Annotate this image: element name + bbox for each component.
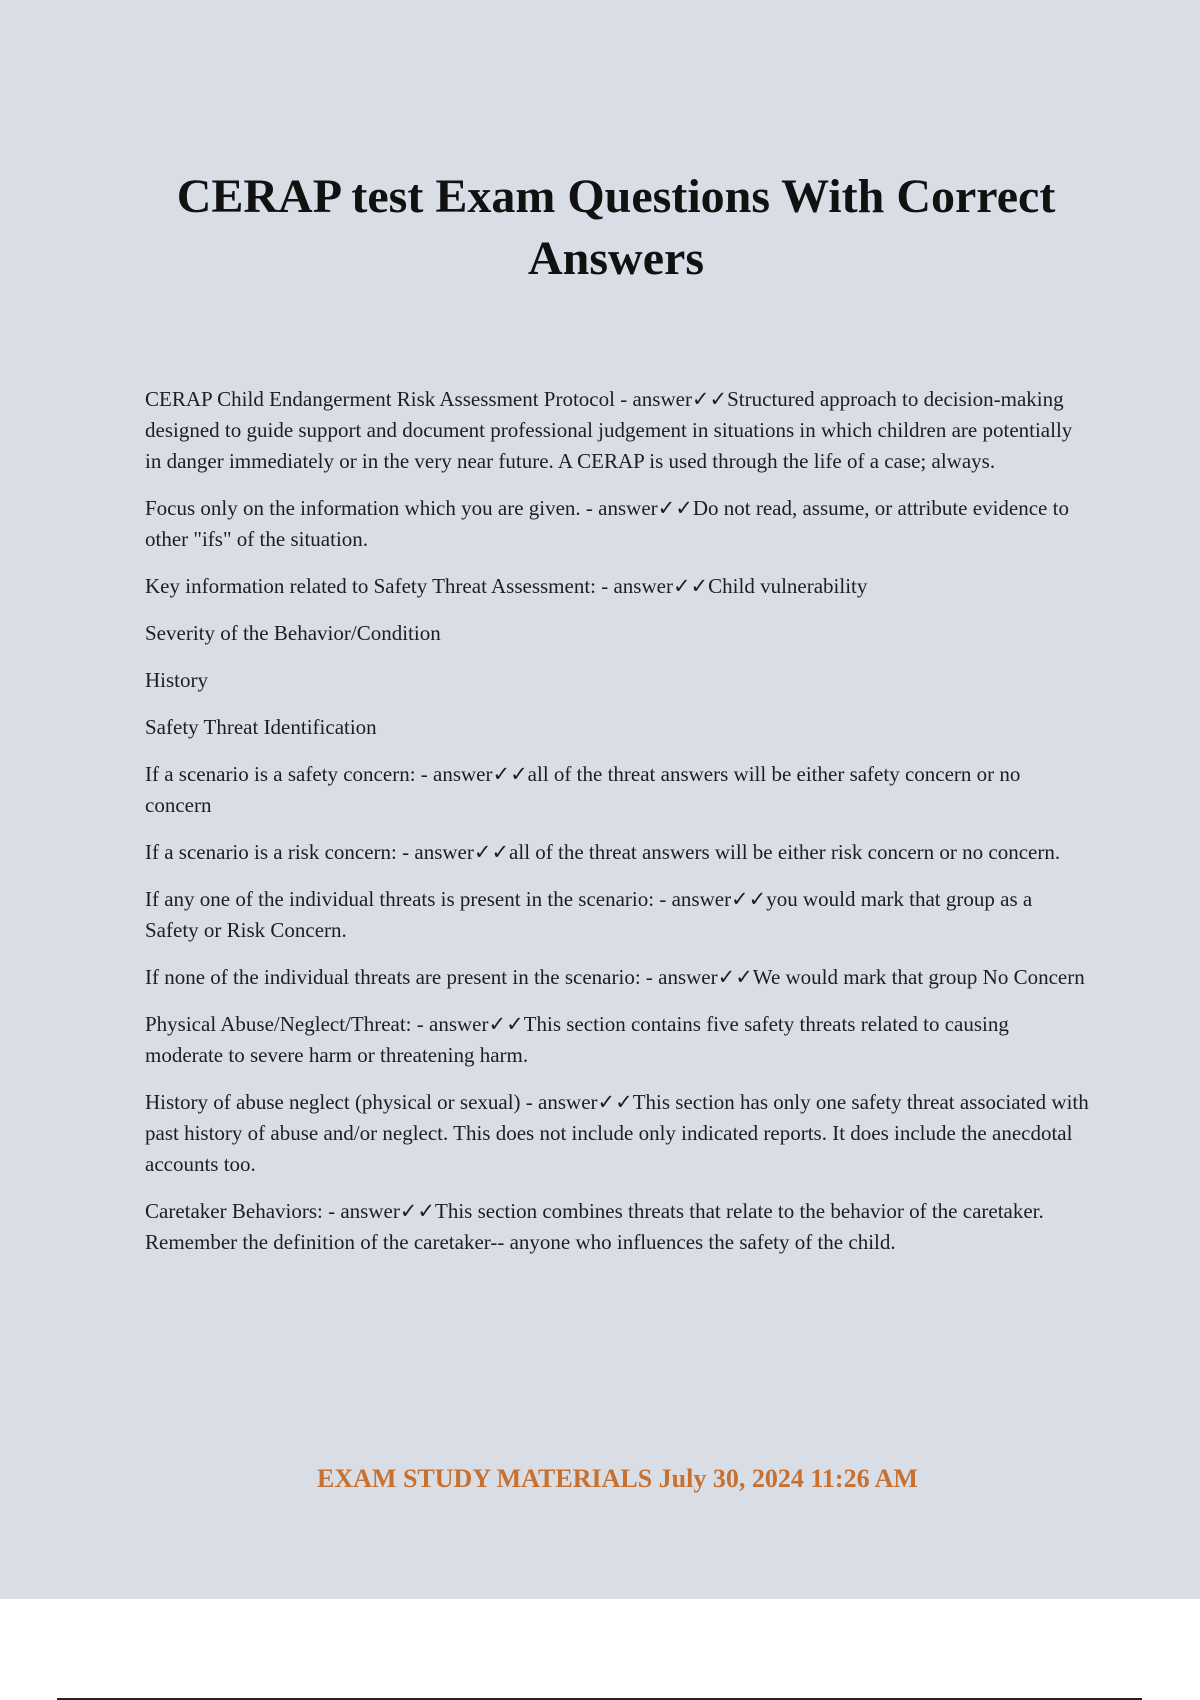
paragraph-risk-concern: If a scenario is a risk concern: - answer✓✓all of the threat answers will be either risk concern or no concern. [145, 840, 1061, 864]
paragraph-history: History [145, 668, 208, 692]
document-body [145, 384, 1090, 1274]
paragraph-focus: Focus only on the information which you are given. - answer✓✓Do not read, assume, or attribute evidence to other "ifs" of the situation. [145, 496, 1069, 551]
paragraph-threat-absent: If none of the individual threats are present in the scenario: - answer✓✓We would mark that group No Concern [145, 965, 1085, 989]
study-materials-footer: EXAM STUDY MATERIALS July 30, 2024 11:26 AM [317, 1464, 918, 1493]
paragraph-threat-present: If any one of the individual threats is present in the scenario: - answer✓✓you would mark that group as a Safety or Risk Concern. [145, 887, 1033, 942]
paragraph-threat-identification: Safety Threat Identification [145, 715, 377, 739]
paragraph-cerap-definition: CERAP Child Endangerment Risk Assessment Protocol - answer✓✓Structured approach to decision-making designed to guide support and document professional judgement in situations in which children are potentially in danger immediately or in the very near future. A CERAP is used through the life of a case; always. [145, 387, 1073, 473]
document-title: CERAP test Exam Questions With Correct Answers [176, 170, 1056, 285]
paragraph-severity: Severity of the Behavior/Condition [145, 621, 441, 645]
paragraph-safety-concern: If a scenario is a safety concern: - answer✓✓all of the threat answers will be either safety concern or no concern [145, 762, 1021, 817]
paragraph-physical-abuse: Physical Abuse/Neglect/Threat: - answer✓✓This section contains five safety threats related to causing moderate to severe harm or threatening harm. [145, 1012, 1009, 1067]
paragraph-history-abuse: History of abuse neglect (physical or sexual) - answer✓✓This section has only one safety threat associated with past history of abuse and/or neglect. This does not include only indicated reports. It does include the anecdotal accounts too. [145, 1090, 1089, 1176]
paragraph-caretaker-behaviors: Caretaker Behaviors: - answer✓✓This section combines threats that relate to the behavior of the caretaker. Remember the definition of the caretaker-- anyone who influences the safety of the child. [145, 1199, 1044, 1254]
paragraph-key-information: Key information related to Safety Threat Assessment: - answer✓✓Child vulnerability [145, 574, 868, 598]
